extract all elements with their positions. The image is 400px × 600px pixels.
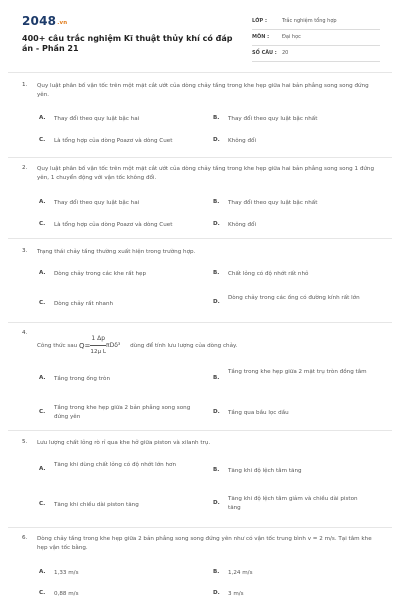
question-text [37,333,377,358]
meta-row-subject [252,30,380,46]
question-text-after: dùng để tính lưu lượng của dòng chảy. [130,343,238,349]
option-label: B. [213,270,220,276]
option-text: Tăng khi chiều dài piston tăng [54,502,139,508]
divider [8,527,392,528]
option-text: Thay đổi theo quy luật bậc nhất [228,116,318,122]
question-text: Lưu lượng chất lỏng rò rỉ qua khe hở giữa piston và xilanh trụ. [37,440,211,446]
option-label: A. [39,199,46,205]
meta-row-class [252,14,380,30]
option-label: D. [213,590,220,596]
option-label: D. [213,409,220,415]
option-text: 3 m/s [228,591,244,597]
meta-table [252,14,380,62]
option-label: C. [39,221,46,227]
formula-lhs: Q= [79,341,91,350]
divider [8,157,392,158]
meta-label: LỚP : [252,18,267,24]
meta-row-count [252,46,380,62]
option-label: A. [39,270,46,276]
meta-label: MÔN : [252,34,270,40]
option-text: Tầng trong khe hẹp giữa 2 mặt trụ tròn đồng tâm [228,369,367,375]
question-text: Trạng thái chảy tầng thường xuất hiện trong trường hợp. [37,249,196,255]
option-text: Dòng chảy trong các khe rất hẹp [54,271,147,277]
option-label: B. [213,199,220,205]
option-text: Tăng khi dùng chất lỏng có độ nhớt lớn hơn [54,462,177,468]
option-text: Thay đổi theo quy luật bậc hai [54,116,140,122]
option-text: Là tổng hợp của dòng Poazơ và dòng Cuet [54,222,173,228]
option-text: Dòng chảy rất nhanh [54,301,114,307]
option-label: B. [213,115,220,121]
option-label: D. [213,299,220,305]
question-number: 1. [22,82,28,88]
question-number: 4. [22,330,28,336]
option-text: Là tổng hợp của dòng Poazơ và dòng Cuet [54,138,173,144]
option-text: Tầng trong khe hẹp giữa 2 bản phẳng song song đứng yên [54,405,191,420]
meta-value: Trắc nghiệm tổng hợp [282,18,337,24]
option-text: Tầng qua bầu lọc dầu [228,410,289,416]
meta-value: Đại học [282,34,301,40]
option-text: 1,33 m/s [54,570,79,576]
question-text: Dòng chảy tầng trong khe hẹp giữa 2 bản phẳng song song đứng yên như có vận tốc trung bình v = 2 m/s. Tại tâm khe hẹp vận tốc bằng. [37,536,372,551]
question-number: 3. [22,248,28,254]
divider [8,238,392,239]
question-number: 6. [22,535,28,541]
option-label: B. [213,569,220,575]
option-label: B. [213,467,220,473]
formula-rhs: πDδ³ [106,341,121,349]
option-label: D. [213,221,220,227]
option-label: C. [39,137,46,143]
meta-label: SỐ CÂU : [252,50,277,56]
option-label: C. [39,300,46,306]
formula-numerator: 1 Δp [90,333,106,346]
option-label: C. [39,409,46,415]
formula-fraction [90,333,106,358]
divider [8,322,392,323]
meta-value: 20 [282,50,289,56]
divider [8,430,392,431]
option-label: A. [39,466,46,472]
formula-denominator: 12μ L [90,349,106,355]
option-text: Thay đổi theo quy luật bậc hai [54,200,140,206]
option-text: Không đổi [228,222,257,228]
option-label: A. [39,375,46,381]
option-label: C. [39,590,46,596]
document-title: 400+ câu trắc nghiệm Kĩ thuật thủy khí có đáp án - Phần 21 [22,34,233,53]
option-text: Tầng trong ống tròn [54,376,111,382]
question-text-before: Công thức sau [37,343,78,349]
site-logo[interactable]: 2048.vn [22,14,68,28]
option-label: A. [39,115,46,121]
option-label: D. [213,137,220,143]
option-label: B. [213,375,220,381]
option-text: Chất lỏng có độ nhớt rất nhỏ [228,271,309,277]
option-text: Không đổi [228,138,257,144]
option-label: D. [213,500,220,506]
question-text: Quy luật phân bố vận tốc trên một mặt cắt ướt của dòng chảy tầng trong khe hẹp giữa hai bản phẳng song song đứng yên. [37,83,369,98]
question-number: 2. [22,165,28,171]
option-label: C. [39,501,46,507]
option-text: Thay đổi theo quy luật bậc nhất [228,200,318,206]
header [0,0,400,70]
option-text: 0,88 m/s [54,591,79,597]
option-label: A. [39,569,46,575]
question-number: 5. [22,439,28,445]
option-text: Tăng khi độ lệch tâm tăng [228,468,302,474]
option-text: 1,24 m/s [228,570,253,576]
divider [8,72,392,73]
option-text: Dòng chảy trong các ống có đường kính rất lớn [228,295,360,301]
option-text: Tăng khi độ lệch tâm giảm và chiều dài piston tăng [228,496,358,511]
question-text: Quy luật phân bố vận tốc trên một mặt cắt ướt của dòng chảy tầng trong khe hẹp giữa hai bản phẳng song song 1 đứng yên, 1 chuyển động với vận tốc không đổi. [37,166,375,181]
